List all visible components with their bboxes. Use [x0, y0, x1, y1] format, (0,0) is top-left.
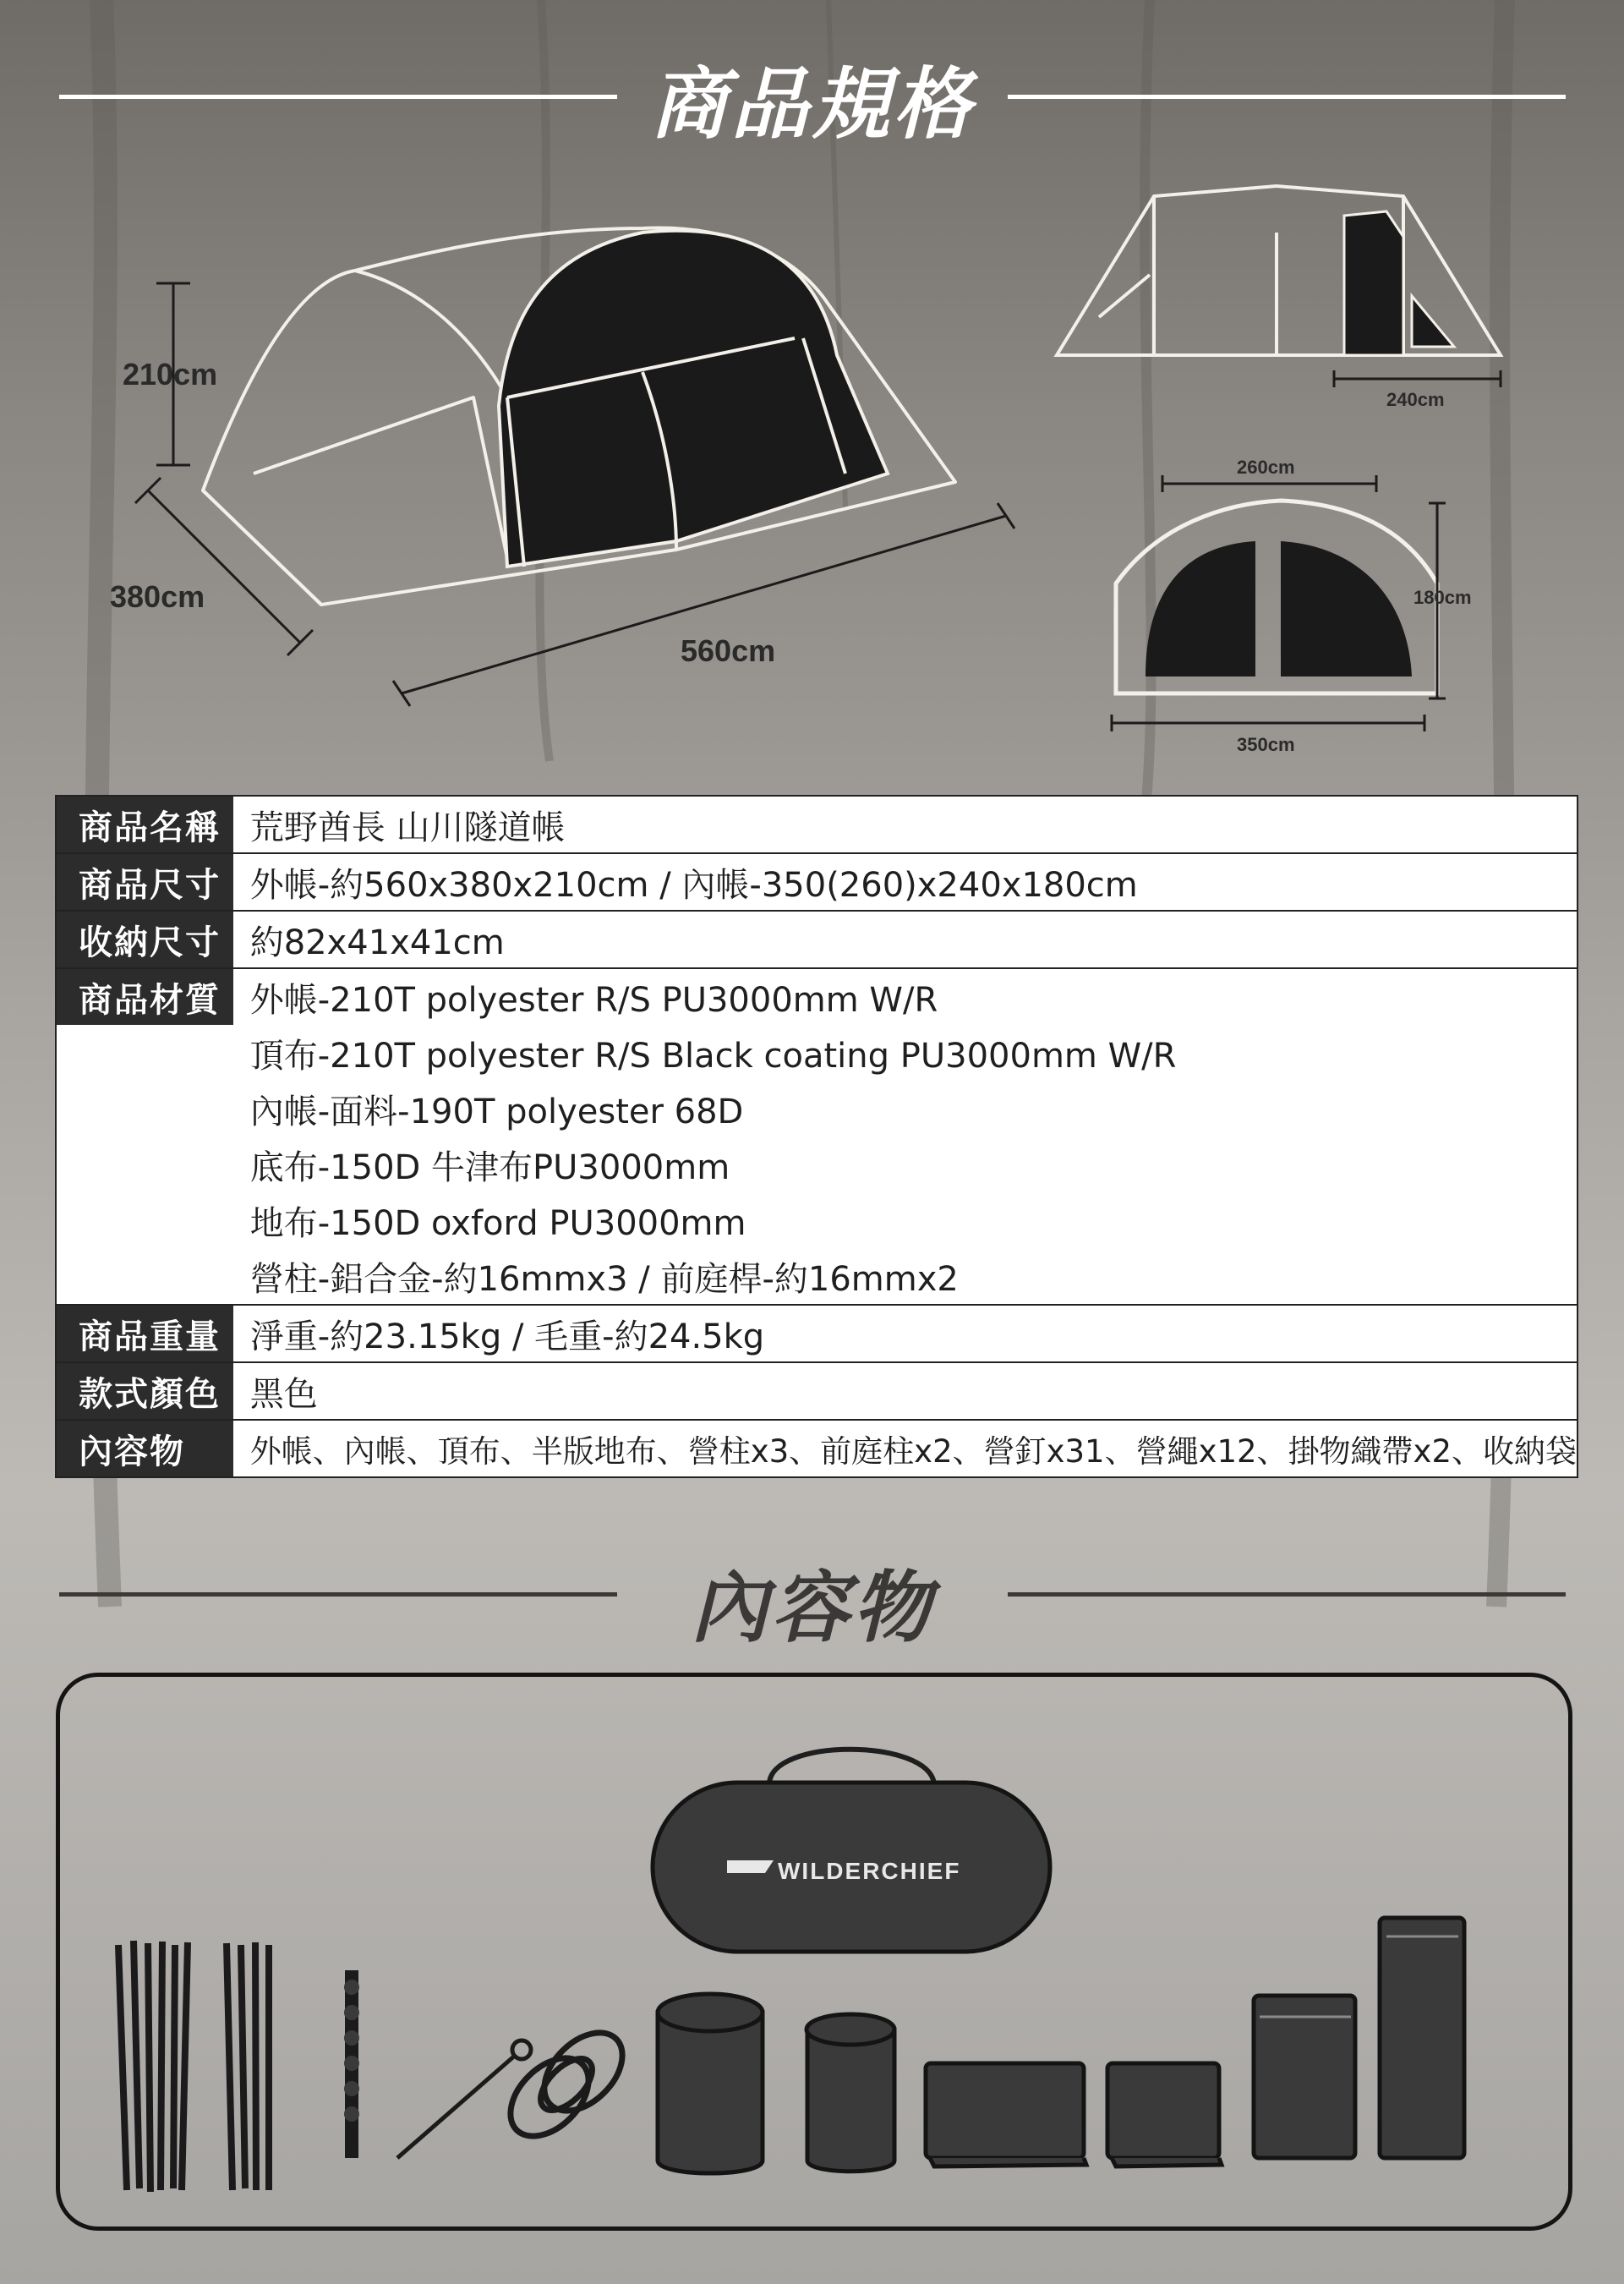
fly-folded-icon	[1107, 2063, 1219, 2158]
guy-rope-icon	[495, 2018, 637, 2150]
spec-key: 款式顏色	[56, 1362, 233, 1420]
spec-key: 收納尺寸	[56, 911, 233, 968]
spec-value: 內帳-面料-190T polyester 68D	[249, 1092, 744, 1131]
bag-logo: WILDERCHIEF	[778, 1858, 961, 1884]
page-title: 商品規格	[649, 59, 975, 150]
vestibule-poles-icon	[227, 1942, 269, 2190]
spec-key: 商品材質	[56, 968, 233, 1025]
spec-key: 內容物	[56, 1420, 233, 1477]
spec-value: 外帳、內帳、頂布、半版地布、營柱x3、前庭柱x2、營釘x31、營繩x12、掛物織帶x2、收納袋	[233, 1420, 1578, 1477]
spec-value: 營柱-鋁合金-約16mmx3 / 前庭桿-約16mmx2	[249, 1259, 959, 1299]
tent-stake-icon	[397, 2055, 516, 2158]
contents-title: 內容物	[690, 1563, 934, 1653]
spec-key: 商品重量	[56, 1305, 233, 1362]
spec-value: 地布-150D oxford PU3000mm	[249, 1203, 746, 1243]
pole-bag-icon	[658, 2013, 763, 2173]
rope-bag-icon	[1380, 1918, 1464, 2158]
spec-value: 頂布-210T polyester R/S Black coating PU3000mm W/R	[249, 1036, 1177, 1076]
stake-bag-icon	[807, 2029, 894, 2172]
main-poles-icon	[118, 1941, 188, 2192]
dim-width: 380cm	[110, 579, 205, 614]
spec-key: 商品尺寸	[56, 853, 233, 911]
groundsheet-icon	[926, 2063, 1084, 2158]
dim-inner-top: 260cm	[1237, 457, 1295, 478]
spec-value: 約82x41x41cm	[233, 911, 1578, 968]
dim-side-width: 240cm	[1386, 389, 1445, 410]
spec-value: 外帳-210T polyester R/S PU3000mm W/R	[233, 968, 1578, 1025]
spec-value: 底布-150D 牛津布PU3000mm	[249, 1147, 730, 1187]
dim-height: 210cm	[123, 357, 218, 392]
bag-handle-icon	[769, 1750, 934, 1784]
spec-value: 黑色	[233, 1362, 1578, 1420]
dim-inner-bottom: 350cm	[1237, 734, 1295, 755]
inner-tent-bag-icon	[1254, 1996, 1355, 2158]
spec-key: 商品名稱	[56, 796, 233, 853]
spec-value: 淨重-約23.15kg / 毛重-約24.5kg	[233, 1305, 1578, 1362]
spec-value: 外帳-約560x380x210cm / 內帳-350(260)x240x180cm	[233, 853, 1578, 911]
dim-inner-height: 180cm	[1413, 587, 1472, 608]
dim-length: 560cm	[681, 633, 776, 668]
spec-value: 荒野酋長 山川隧道帳	[233, 796, 1578, 853]
